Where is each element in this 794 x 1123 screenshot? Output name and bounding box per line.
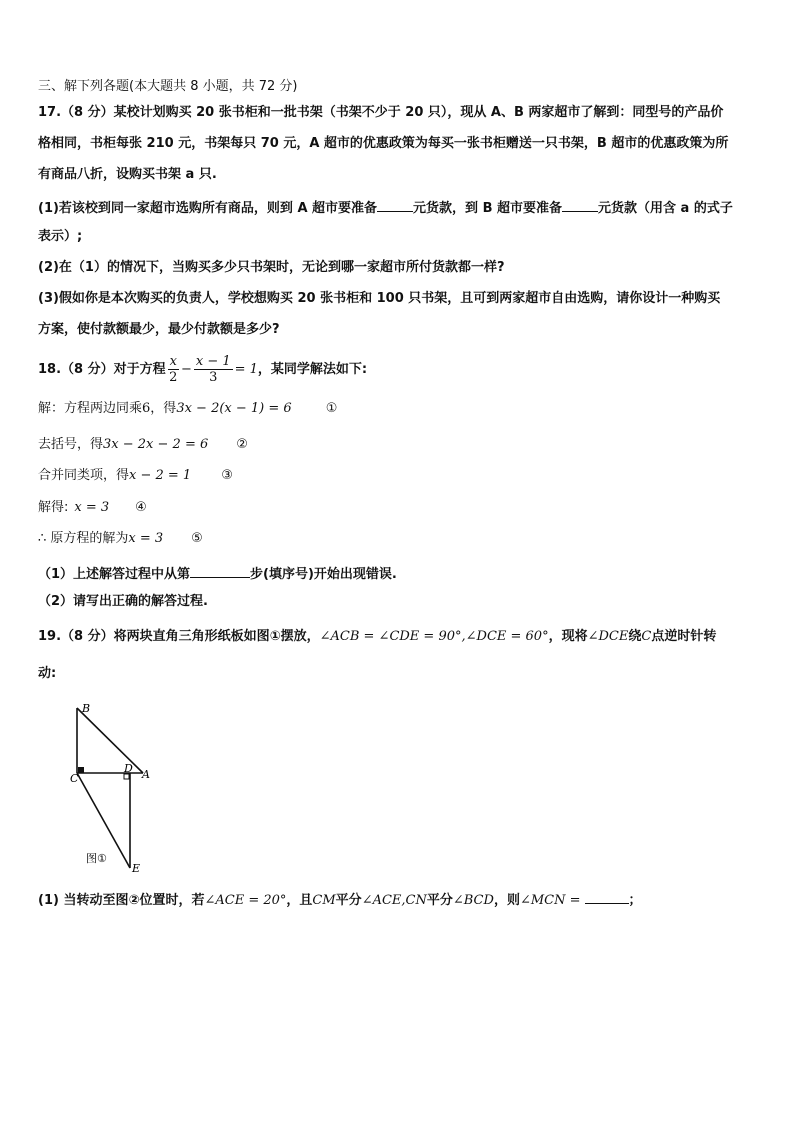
q19-figure (60, 700, 170, 880)
q18-step-5 (38, 530, 203, 548)
q19-condition: ∠ACB = ∠CDE = 90°,∠DCE = 60° (319, 629, 549, 644)
q17-blank-a[interactable] (377, 197, 413, 212)
label-d: D (124, 762, 133, 775)
q19-part1-text-b: ，且 (286, 893, 313, 908)
q18-step2-text: 去括号，得 (38, 437, 104, 452)
q19-rot-a: 绕 (628, 629, 642, 644)
q18-step5-text: ∴ 原方程的解为 (38, 531, 129, 546)
section-heading: 三、解下列各题(本大题共 8 小题，共 72 分) (38, 79, 298, 94)
q18-minus: − (180, 362, 192, 377)
q19-part1-text-a: (1) 当转动至图②位置时，若 (38, 893, 205, 908)
q18-step4-text: 解得: (38, 500, 69, 515)
q17-part3-line2: 方案，使付款额最少，最少付款额是多少? (38, 322, 280, 337)
q19-part1-ace: ∠ACE,CN (361, 893, 427, 908)
q17-part3-line1: (3)假如你是本次购买的负责人，学校想购买 20 张书柜和 100 只书架，且可到两家超市自由选购，请你设计一种购买 (38, 291, 721, 306)
label-b: B (82, 702, 91, 715)
q19-mid: ，现将 (548, 629, 588, 644)
q17-blank-b[interactable] (562, 197, 598, 212)
q18-step3-mark: ③ (221, 468, 233, 483)
q18-part1-text-a: （1）上述解答过程中从第 (38, 567, 191, 582)
figure-caption: 图① (86, 852, 107, 865)
q18-step-2 (38, 436, 248, 454)
q19-rot-c: C (641, 629, 652, 644)
q19-part1 (38, 889, 642, 910)
q18-step2-math: 3x − 2x − 2 = 6 (103, 437, 209, 452)
q19-heading (38, 628, 716, 646)
q18-step3-text: 合并同类项，得 (38, 468, 130, 483)
q18-step1-math: 3x − 2(x − 1) = 6 (176, 401, 292, 416)
q18-rhs: = 1 (234, 362, 258, 377)
q19-rot-b: 点逆时针转 (651, 629, 717, 644)
right-angle-mark-c (78, 767, 84, 773)
q18-heading (38, 352, 367, 388)
q17-part1-text-c: 元货款（用含 a 的式子 (598, 201, 733, 216)
segment-ba (77, 708, 143, 773)
q19-part1-mcn: ∠MCN = (519, 893, 581, 908)
q17-line3: 有商品八折，设购买书架 a 只. (38, 167, 217, 182)
q18-step-3 (38, 467, 233, 485)
q18-frac2-num: x − 1 (195, 354, 231, 369)
q19-blank[interactable] (585, 889, 629, 904)
q19-part1-angle: ∠ACE = 20° (204, 893, 287, 908)
q18-step5-math: x = 3 (128, 531, 164, 546)
q18-part1 (38, 563, 397, 584)
label-c: C (70, 772, 79, 785)
q18-lead: 18.（8 分）对于方程 (38, 362, 166, 377)
q18-step-4 (38, 499, 147, 517)
q19-part1-text-c: 平分 (335, 893, 362, 908)
q18-step3-math: x − 2 = 1 (129, 468, 192, 483)
q18-blank[interactable] (190, 563, 250, 578)
q18-frac2-den: 3 (209, 370, 218, 385)
q18-frac1-den: 2 (169, 370, 178, 385)
q17-part1 (38, 197, 733, 218)
q17-part2: (2)在（1）的情况下，当购买多少只书架时，无论到哪一家超市所付货款都一样? (38, 260, 505, 275)
label-e: E (132, 862, 141, 875)
q17-line2: 格相同，书柜每张 210 元，书架每只 70 元，A 超市的优惠政策为每买一张书柜赠送一只书架，B 超市的优惠政策为所 (38, 136, 729, 151)
q18-step1-text: 解：方程两边同乘 (38, 401, 143, 416)
q19-part1-end: ； (628, 893, 642, 908)
q19-part1-cm: CM (312, 893, 336, 908)
q19-part1-bcd: ∠BCD (452, 893, 494, 908)
q17-part1-text-a: (1)若该校到同一家超市选购所有商品，则到 A 超市要准备 (38, 201, 378, 216)
q18-step4-mark: ④ (135, 500, 147, 515)
q18-step2-mark: ② (236, 437, 248, 452)
q18-frac1-num: x (169, 354, 177, 369)
q19-part1-text-e: ，则 (493, 893, 520, 908)
q18-step1-mid: ，得 (150, 401, 177, 416)
q18-part1-text-b: 步(填序号)开始出现错误. (250, 567, 397, 582)
q18-tail: ，某同学解法如下: (257, 362, 368, 377)
q19-line2: 动: (38, 666, 57, 681)
q18-step-1 (38, 400, 337, 418)
q17-part1-cont: 表示）; (38, 229, 83, 244)
q18-step1-six: 6 (142, 401, 151, 416)
q18-part2: （2）请写出正确的解答过程. (38, 594, 208, 609)
q19-lead: 19.（8 分）将两块直角三角形纸板如图①摆放， (38, 629, 320, 644)
q18-fraction-1 (168, 354, 179, 385)
q18-step1-mark: ① (325, 401, 338, 416)
q19-angle: ∠DCE (587, 629, 629, 644)
q17-part1-text-b: 元货款，到 B 超市要准备 (413, 201, 563, 216)
q18-step4-math: x = 3 (74, 500, 110, 515)
label-a: A (142, 768, 150, 781)
q18-step5-mark: ⑤ (191, 531, 203, 546)
q17-line1: 17.（8 分）某校计划购买 20 张书柜和一批书架（书架不少于 20 只），现从 A、B 两家超市了解到：同型号的产品价 (38, 105, 724, 120)
q18-fraction-2 (194, 354, 233, 385)
q19-part1-text-d: 平分 (426, 893, 453, 908)
